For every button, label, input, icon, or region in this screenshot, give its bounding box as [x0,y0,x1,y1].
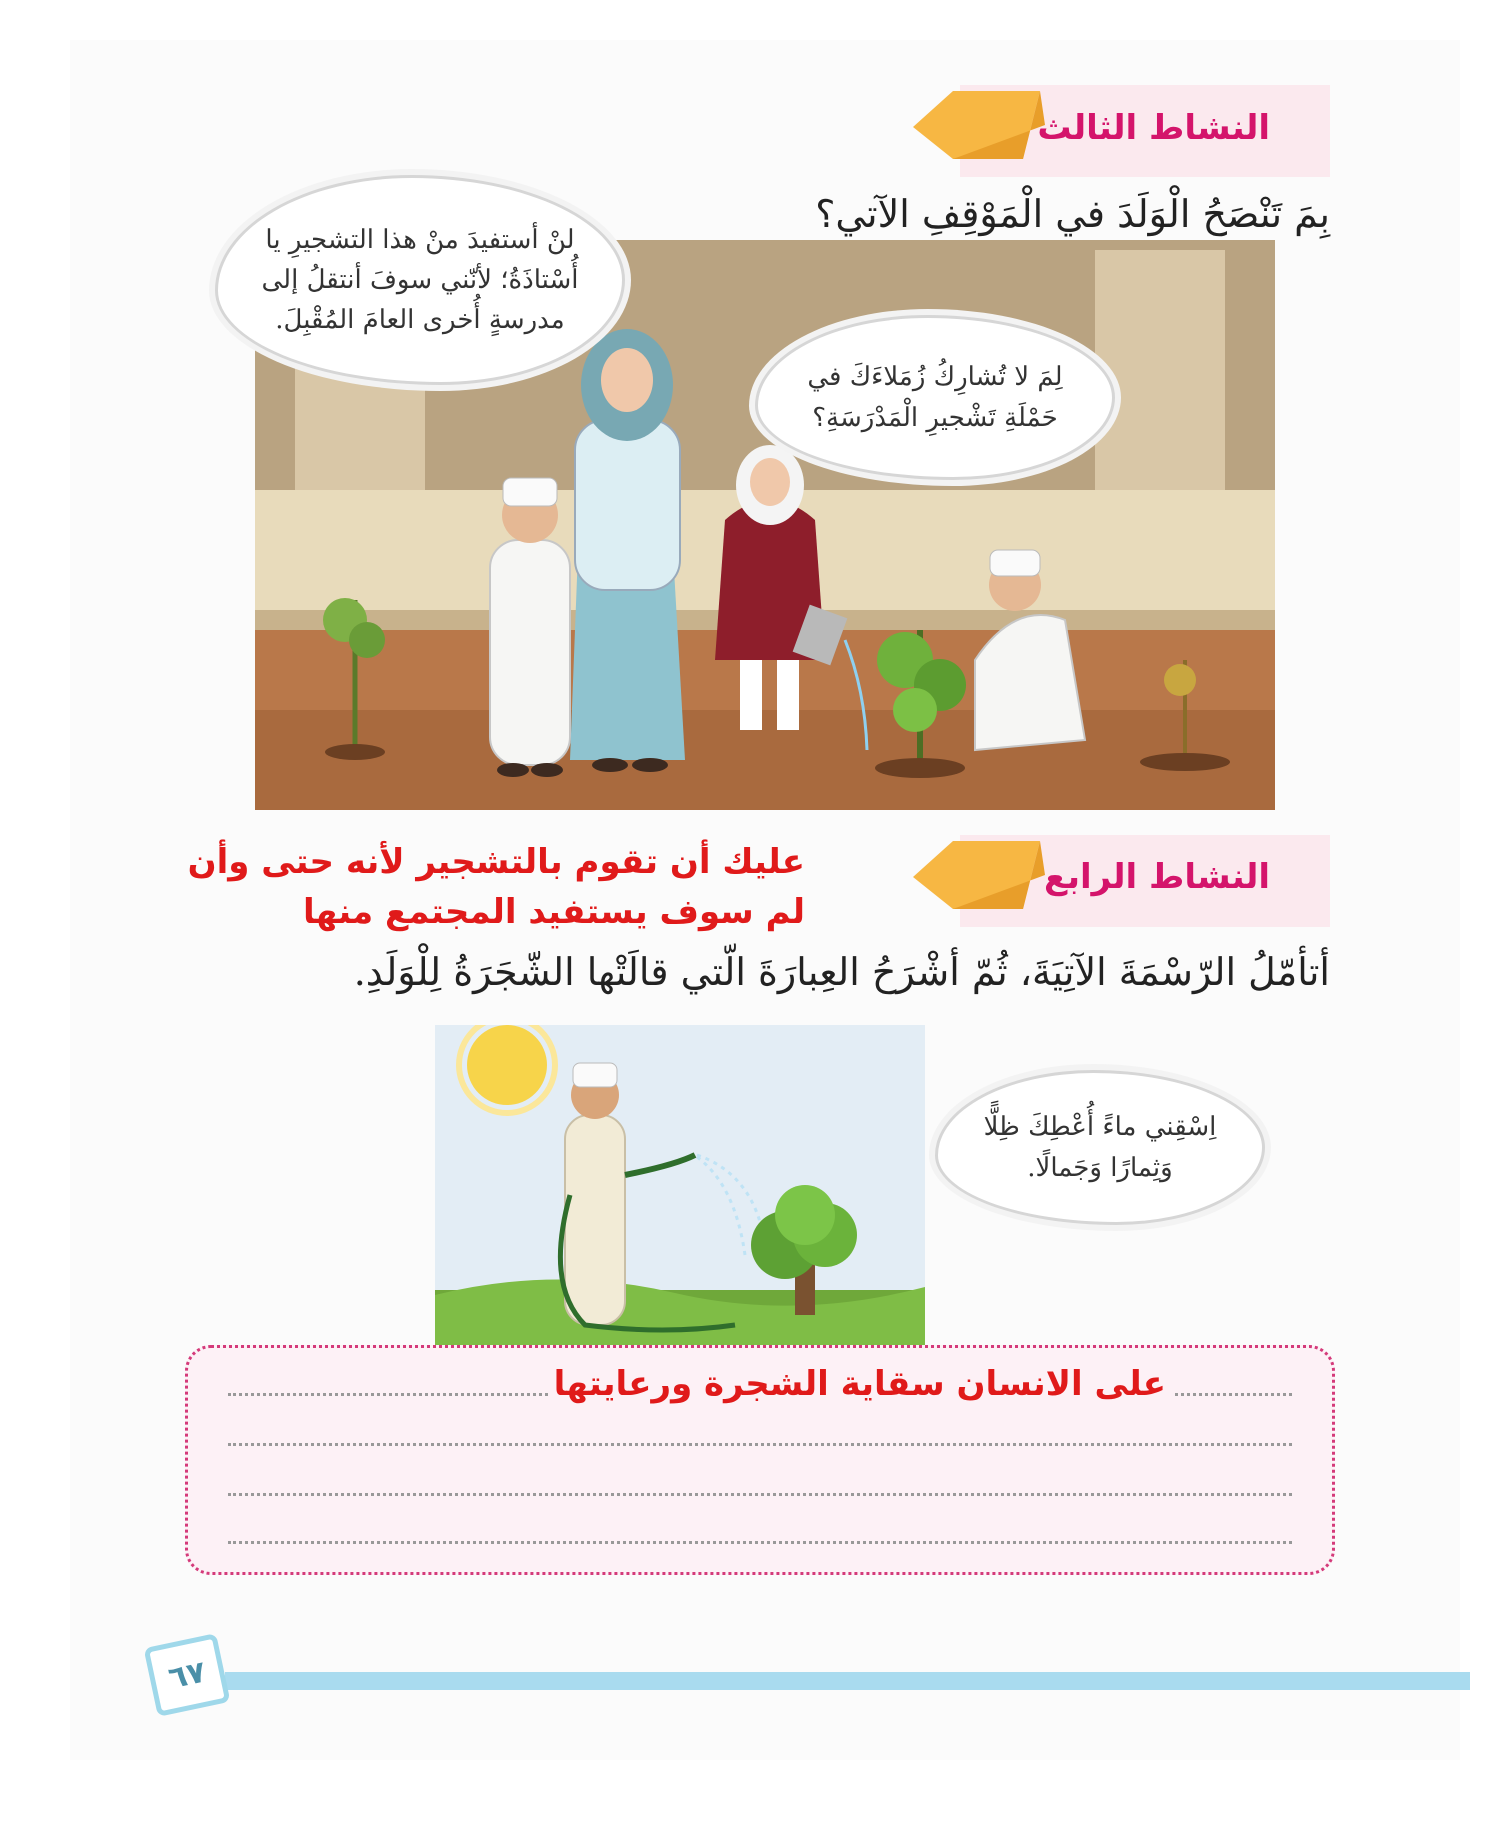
boy-speech-bubble: لنْ أستفيدَ منْ هذا التشجيرِ يا أُسْتاذَةُ؛ لأنّني سوفَ أنتقلُ إلى مدرسةٍ أُخرى العامَ المُقْبِلَ. [215,175,625,385]
answer-line-2 [228,1443,1292,1446]
footer-bar [225,1672,1470,1690]
activity4-question: أتأمّلُ الرّسْمَةَ الآتِيَةَ، ثُمّ أشْرَحُ العِبارَةَ الّتي قالَتْها الشّجَرَةُ لِلْوَلَدِ. [353,950,1330,994]
tree-speech-bubble [935,1070,1265,1225]
activity3-answer-line1: عليك أن تقوم بالتشجير لأنه حتى وأن [187,842,805,882]
teacher [570,329,685,772]
activity4-heading: النشاط الرابع [1043,857,1270,897]
activity4-illustration [435,1025,925,1345]
tree-speech-line2: وَثِمارًا وَجَمالًا. [1027,1152,1173,1183]
activity3-answer-line2: لم سوف يستفيد المجتمع منها [302,892,805,932]
answer-line-4 [228,1541,1292,1544]
answer-line-3 [228,1493,1292,1496]
activity3-tag-shape [895,85,1045,165]
activity3-question: بِمَ تَنْصَحُ الْوَلَدَ في الْمَوْقِفِ الآتي؟ [815,192,1330,236]
activity4-answer: على الانسان سقاية الشجرة ورعايتها [548,1360,1172,1409]
answer-box [185,1345,1335,1575]
activity4-tag-shape [895,835,1045,915]
tree-speech-line1: اِسْقِني ماءً أُعْطِكَ ظِلًّا [983,1112,1217,1143]
teacher-speech-bubble: لِمَ لا تُشارِكُ زُمَلاءَكَ في حَمْلَةِ تَشْجيرِ الْمَدْرَسَةِ؟ [755,315,1115,480]
activity3-heading: النشاط الثالث [1037,108,1270,148]
page-number-text: ٦٧ [165,1654,209,1696]
